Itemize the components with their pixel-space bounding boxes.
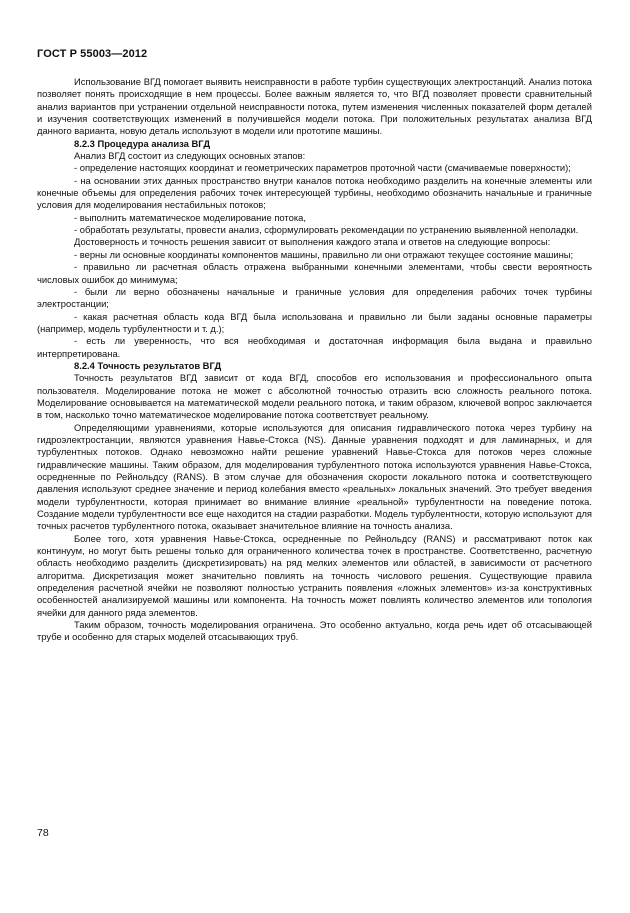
paragraph: Достоверность и точность решения зависит от выполнения каждого этапа и ответов на следующие вопросы:	[74, 236, 551, 248]
document-header: ГОСТ Р 55003—2012	[37, 48, 148, 60]
paragraph: - верны ли основные координаты компонентов машины, правильно ли они отражают текущее состояние машины;	[74, 248, 574, 260]
paragraph: - какая расчетная область кода ВГД была использована и правильно ли были заданы основные параметры (например, модель турбулентности и т. д.);	[37, 310, 592, 334]
section-heading: 8.2.3 Процедура анализа ВГД	[74, 137, 211, 149]
paragraph: Таким образом, точность моделирования ограничена. Это особенно актуально, когда речь идет об отсасывающей трубе и особенно для старых моделей отсасывающих труб.	[37, 619, 592, 643]
paragraph: Точность результатов ВГД зависит от кода ВГД, способов его использования и профессионального опыта пользователя. Моделирование потока не может с абсолютной точностью отразить всю сложность реального потока. Моделирование основывается на математической модели реального потока, и таким образом, ключевой вопрос заключается в том, насколько точно математическое моделирование потока соответствует реальному.	[37, 372, 592, 421]
paragraph: - есть ли уверенность, что вся необходимая и достаточная информация была выдана и правильно интерпретирована.	[37, 335, 592, 359]
paragraph: Использование ВГД помогает выявить неисправности в работе турбин существующих электростанций. Анализ потока позволяет понять происходящие в нем процессы. Более важным является то, что ВГД позволяет провести сравнительный анализ вариантов при устранении отдельной неисправности потока, путем изменения численных показателей форм деталей и изучения соответствующих изменений в получившейся модели потока. При положительных результатах анализа ВГД данного варианта, новую деталь используют в модели или прототипе машины.	[37, 76, 592, 137]
section-heading: 8.2.4 Точность результатов ВГД	[74, 359, 222, 371]
paragraph: Анализ ВГД состоит из следующих основных этапов:	[74, 150, 306, 162]
paragraph: - обработать результаты, провести анализ, сформулировать рекомендации по устранению выявленной неполадки.	[74, 224, 579, 236]
document-body	[37, 76, 592, 644]
page-number: 78	[37, 827, 49, 839]
paragraph: - на основании этих данных пространство внутри каналов потока необходимо разделить на конечные элементы или конечные объемы для определения рабочих точек интересующей турбины, необходимо обозначить начальные и граничные условия для моделирования нестабильных потоков;	[37, 174, 592, 211]
paragraph: - были ли верно обозначены начальные и граничные условия для определения рабочих точек турбины электростанции;	[37, 285, 592, 310]
paragraph: - правильно ли расчетная область отражена выбранными конечными элементами, чтобы свести вероятность числовых ошибок до минимума;	[37, 261, 592, 285]
paragraph: - выполнить математическое моделирование потока,	[74, 211, 306, 223]
paragraph: Определяющими уравнениями, которые используются для описания гидравлического потока через турбину на гидроэлектростанции, являются уравнения Навье-Стокса (NS). Данные уравнения подходят и для ламинарных, и для турбулентных потоков. Однако невозможно найти решение уравнений Навье-Стокса для потоков через сложные гидравлические машины. Таким образом, для моделирования турбулентного потока используются уравнения Навье-Стокса, осредненные по Рейнольдсу (RANS). В этом случае для обозначения скорости локального потока и соответствующего давления используют среднее значение и период колебания вместо «реальных» локальных значений. Это требует введения модели турбулентности, которая принимает во внимание влияние «реальной» турбулентности на поведение потока. Создание модели турбулентности все еще находится на стадии разработки. Модель турбулентности, которую используют для точных расчетов турбулентного потока, оказывает значительное влияние на точность анализа.	[37, 421, 592, 532]
paragraph: Более того, хотя уравнения Навье-Стокса, осредненные по Рейнольдсу (RANS) и рассматривают поток как континуум, но могут быть решены только для ограниченного количества точек в пространстве. Соответственно, расчетную область необходимо разделить (дискретизировать) на ряд мелких элементов или областей, в зависимости от расчетного алгоритма. Дискретизация может значительно повлиять на точность числового решения. Существующие правила определения расчетной ячейки не позволяют полностью устранить появления «ложных элементов» из-за конструктивных особенностей анализируемой машины или компонента. На точность может повлиять количество элементов или топология ячейки для данного ряда элементов.	[37, 532, 592, 618]
paragraph: - определение настоящих координат и геометрических параметров проточной части (смачиваемые поверхности);	[74, 162, 571, 174]
